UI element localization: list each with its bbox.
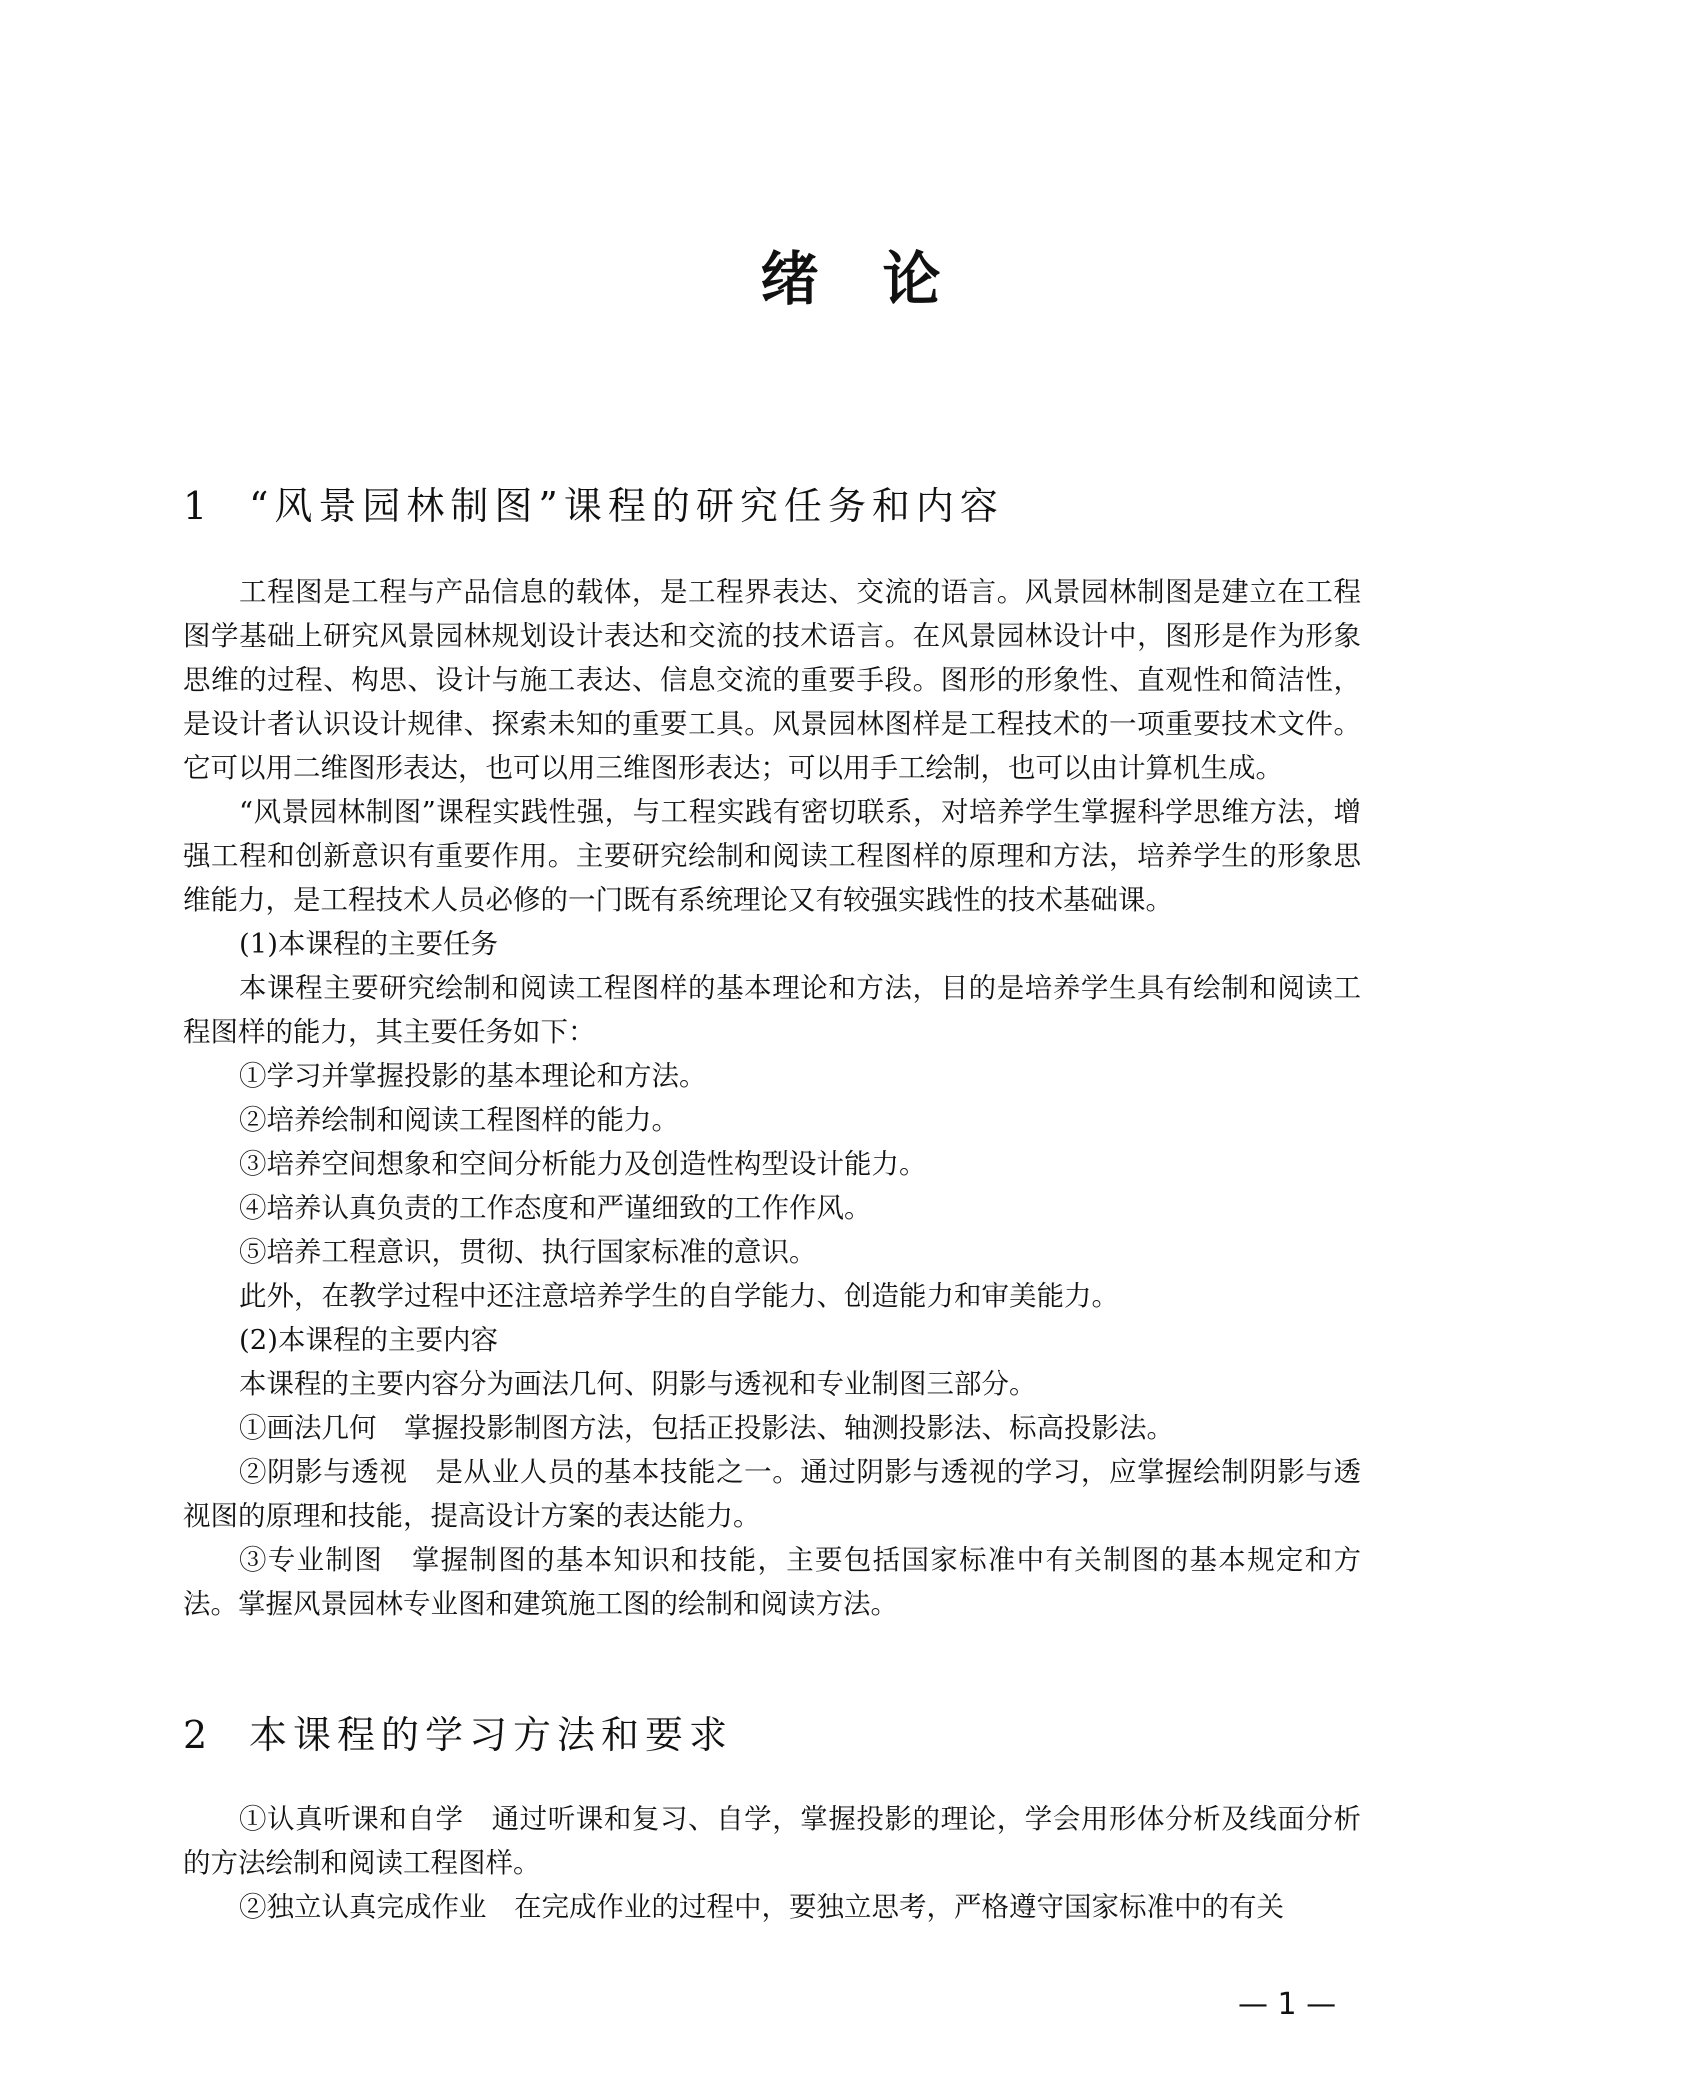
section-title: 本课程的学习方法和要求 <box>249 1713 734 1757</box>
list-item: ②培养绘制和阅读工程图样的能力。 <box>239 1104 679 1136</box>
section-title: “风景园林制图”课程的研究任务和内容 <box>249 484 1004 528</box>
section-2-body <box>183 1797 1361 1929</box>
section-number: 2 <box>183 1713 208 1757</box>
paragraph: 本课程主要研究绘制和阅读工程图样的基本理论和方法，目的是培养学生具有绘制和阅读工程图样的能力，其主要任务如下： <box>183 972 1361 1048</box>
list-item: ①认真听课和自学 通过听课和复习、自学，掌握投影的理论，学会用形体分析及线面分析的方法绘制和阅读工程图样。 <box>183 1803 1361 1879</box>
list-item: ④培养认真负责的工作态度和严谨细致的工作作风。 <box>239 1192 872 1224</box>
subheading: (1)本课程的主要任务 <box>239 928 498 960</box>
paragraph: 此外，在教学过程中还注意培养学生的自学能力、创造能力和审美能力。 <box>239 1280 1119 1312</box>
list-item: ②独立认真完成作业 在完成作业的过程中，要独立思考，严格遵守国家标准中的有关 <box>239 1891 1284 1923</box>
subheading: (2)本课程的主要内容 <box>239 1324 498 1356</box>
section-heading-1 <box>183 484 1004 528</box>
paragraph: 本课程的主要内容分为画法几何、阴影与透视和专业制图三部分。 <box>239 1368 1037 1400</box>
list-item: ①学习并掌握投影的基本理论和方法。 <box>239 1060 707 1092</box>
section-number: 1 <box>183 484 208 528</box>
paragraph: 工程图是工程与产品信息的载体，是工程界表达、交流的语言。风景园林制图是建立在工程图学基础上研究风景园林规划设计表达和交流的技术语言。在风景园林设计中，图形是作为形象思维的过程、构思、设计与施工表达、信息交流的重要手段。图形的形象性、直观性和简洁性，是设计者认识设计规律、探索未知的重要工具。风景园林图样是工程技术的一项重要技术文件。它可以用二维图形表达，也可以用三维图形表达；可以用手工绘制，也可以由计算机生成。 <box>183 576 1361 784</box>
paragraph: “风景园林制图”课程实践性强，与工程实践有密切联系，对培养学生掌握科学思维方法，增强工程和创新意识有重要作用。主要研究绘制和阅读工程图样的原理和方法，培养学生的形象思维能力，是工程技术人员必修的一门既有系统理论又有较强实践性的技术基础课。 <box>183 796 1361 916</box>
list-item: ⑤培养工程意识，贯彻、执行国家标准的意识。 <box>239 1236 817 1268</box>
chapter-title: 绪论 <box>760 245 1005 313</box>
page-number: — 1 — <box>1238 1987 1337 2022</box>
list-item: ②阴影与透视 是从业人员的基本技能之一。通过阴影与透视的学习，应掌握绘制阴影与透视图的原理和技能，提高设计方案的表达能力。 <box>183 1456 1361 1532</box>
section-1-body <box>183 570 1361 1626</box>
list-item: ③专业制图 掌握制图的基本知识和技能，主要包括国家标准中有关制图的基本规定和方法。掌握风景园林专业图和建筑施工图的绘制和阅读方法。 <box>183 1544 1361 1620</box>
list-item: ③培养空间想象和空间分析能力及创造性构型设计能力。 <box>239 1148 927 1180</box>
section-heading-2 <box>183 1713 734 1757</box>
list-item: ①画法几何 掌握投影制图方法，包括正投影法、轴测投影法、标高投影法。 <box>239 1412 1174 1444</box>
